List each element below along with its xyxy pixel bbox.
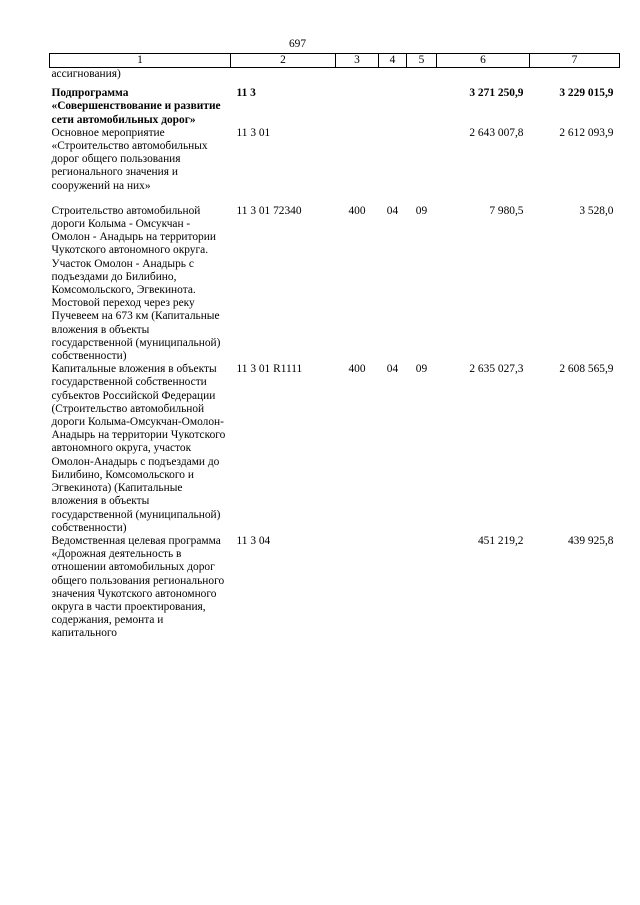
row-code: 11 3 [236,87,256,100]
page-number: 697 [288,38,307,50]
row-value-col6: 7 980,5 [489,204,524,217]
table-row [50,127,620,193]
row-code: 11 3 04 [236,534,271,547]
row-name: Капитальные вложения в объекты государственной собственности субъектов Российской Федерации (Строительство автомобильной дороги Колыма-Омсукчан-Омолон-Анадырь на территории Чукотского автономного округа, участок Омолон-Анадырь с подъездами до Билибино, Комсомольского и Эгвекинота) (Капитальные вложения в объекты государственной (муниципальной) собственности) [51,363,226,534]
row-section [379,535,407,641]
row-value-col6: 451 219,2 [477,534,524,547]
column-header: 2 [231,54,336,68]
row-value-col6 [437,68,530,82]
row-value-col6: 2 643 007,8 [469,126,524,139]
column-header: 4 [379,54,407,68]
row-section [379,68,407,82]
row-value-col7: 2 612 093,9 [559,126,614,139]
row-subsection: 09 [415,363,428,376]
row-value-col7: 439 925,8 [567,534,614,547]
row-value-col7: 3 528,0 [579,204,614,217]
row-subsection [407,68,437,82]
row-value-col7 [530,68,620,82]
row-expense-type [336,535,379,641]
row-expense-type [336,127,379,193]
table-row [50,81,620,127]
row-subsection [407,81,437,127]
row-expense-type [336,81,379,127]
row-subsection [407,127,437,193]
row-name: Подпрограмма «Совершенствование и развитие сети автомобильных дорог» [51,87,221,126]
row-name: ассигнования) [51,68,121,80]
table-row [50,535,620,641]
column-header: 1 [50,54,231,68]
row-value-col7: 2 608 565,9 [559,363,614,376]
row-code: 11 3 01 72340 [236,204,302,217]
table-row [50,68,620,82]
budget-table [49,53,620,641]
row-expense-type: 400 [348,204,366,217]
row-section: 04 [386,363,399,376]
row-code [231,68,336,82]
row-section: 04 [386,204,399,217]
row-name: Основное мероприятие «Строительство автомобильных дорог общего пользования регионального значения и сооружений на них» [51,126,208,192]
row-expense-type [336,68,379,82]
row-value-col6: 2 635 027,3 [469,363,524,376]
row-section [379,127,407,193]
column-header: 7 [530,54,620,68]
row-value-col6: 3 271 250,9 [469,87,524,100]
column-header: 3 [336,54,379,68]
row-subsection [407,535,437,641]
row-name: Строительство автомобильной дороги Колыма - Омсукчан - Омолон - Анадырь на территории Чукотского автономного округа. Участок Омолон - Анадырь с подъездами до Билибино, Комсомольского, Эгвекинота. Мостовой переход через реку Пучевеем на 673 км (Капитальные вложения в объекты государственной (муниципальной) собственности) [51,204,221,363]
table-row [50,363,620,535]
column-header: 5 [407,54,437,68]
row-section [379,81,407,127]
row-value-col7: 3 229 015,9 [559,87,614,100]
column-header: 6 [437,54,530,68]
row-code: 11 3 01 R1111 [236,363,303,376]
row-name: Ведомственная целевая программа «Дорожная деятельность в отношении автомобильных дорог общего пользования регионального значения Чукотского автономного округа в части проектирования, содержания, ремонта и капитального [51,534,225,640]
row-code: 11 3 01 [236,126,271,139]
row-subsection: 09 [415,204,428,217]
table-row [50,193,620,363]
table-header-row [50,54,620,68]
row-expense-type: 400 [348,363,366,376]
